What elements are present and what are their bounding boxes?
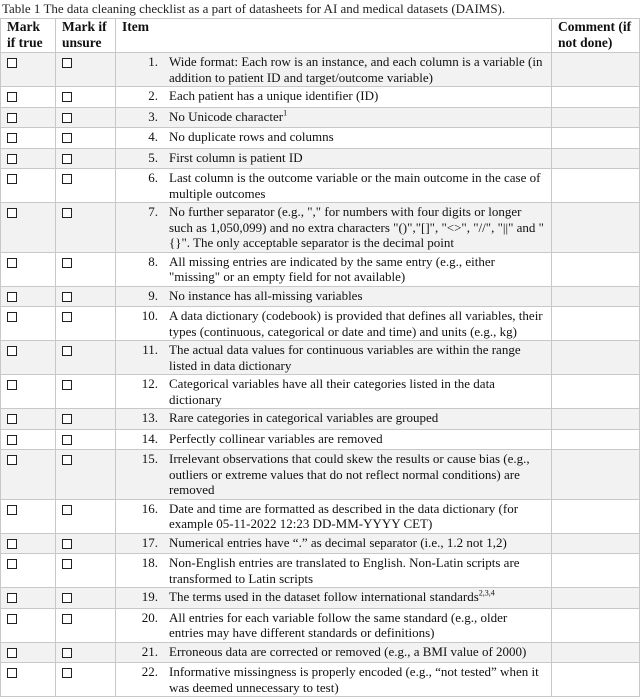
comment-cell[interactable] [552,409,640,430]
mark-unsure-checkbox[interactable] [62,648,72,658]
mark-true-checkbox[interactable] [7,312,17,322]
comment-cell[interactable] [552,341,640,375]
item-cell [116,203,552,253]
table-row [1,450,640,500]
mark-true-checkbox[interactable] [7,505,17,515]
comment-cell[interactable] [552,203,640,253]
comment-cell[interactable] [552,148,640,169]
mark-true-cell [1,169,56,203]
mark-unsure-checkbox[interactable] [62,614,72,624]
table-row [1,53,640,87]
item-text-body: Date and time are formatted as described in the data dictionary (for example 05-11-2022 12:23 DD-MM-YYYY CET) [169,500,519,531]
item-cell [116,429,552,450]
item-text-body: No Unicode character [169,108,284,124]
item-cell [116,588,552,609]
item-text [169,555,545,586]
item-text [169,431,383,447]
item-text [169,376,545,407]
item-number: 3. [148,108,158,124]
mark-unsure-checkbox[interactable] [62,292,72,302]
mark-unsure-checkbox[interactable] [62,593,72,603]
header-comment: Comment (if not done) [552,19,640,53]
item-cell [116,169,552,203]
mark-true-checkbox[interactable] [7,174,17,184]
mark-unsure-checkbox[interactable] [62,154,72,164]
mark-true-cell [1,128,56,149]
mark-unsure-cell [56,429,116,450]
mark-true-cell [1,203,56,253]
comment-cell[interactable] [552,429,640,450]
item-text [169,610,545,641]
mark-unsure-cell [56,499,116,533]
mark-unsure-checkbox[interactable] [62,559,72,569]
mark-true-cell [1,499,56,533]
mark-true-cell [1,642,56,663]
item-text-body: Rare categories in categorical variables are grouped [169,410,439,425]
table-caption: Table 1 The data cleaning checklist as a part of datasheets for AI and medical datasets (DAIMS). [2,1,506,16]
item-number: 15. [141,451,158,466]
table-row [1,409,640,430]
table-row [1,533,640,554]
mark-true-checkbox[interactable] [7,113,17,123]
comment-cell[interactable] [552,375,640,409]
item-text-body: Numerical entries have “.” as decimal separator (i.e., 1.2 not 1,2) [169,534,507,550]
comment-cell[interactable] [552,499,640,533]
item-text-body: All entries for each variable follow the same standard (e.g., older entries may have different standards or definitions) [169,609,508,640]
table-row [1,203,640,253]
comment-cell[interactable] [552,533,640,554]
item-text-body: First column is patient ID [169,149,303,165]
item-text [169,150,303,166]
mark-unsure-checkbox[interactable] [62,346,72,356]
mark-true-checkbox[interactable] [7,380,17,390]
mark-unsure-checkbox[interactable] [62,505,72,515]
item-number: 8. [148,253,158,269]
mark-unsure-checkbox[interactable] [62,92,72,102]
item-text [169,288,363,304]
mark-unsure-checkbox[interactable] [62,312,72,322]
mark-true-checkbox[interactable] [7,435,17,445]
mark-true-checkbox[interactable] [7,58,17,68]
item-cell [116,148,552,169]
mark-true-cell [1,307,56,341]
mark-true-checkbox[interactable] [7,593,17,603]
item-number: 16. [141,500,158,516]
item-number: 19. [141,589,158,604]
comment-cell[interactable] [552,286,640,307]
mark-true-cell [1,409,56,430]
header-mark-true: Mark if true [1,19,56,53]
mark-unsure-checkbox[interactable] [62,455,72,465]
comment-cell[interactable] [552,663,640,697]
item-text-body: Irrelevant observations that could skew the results or cause bias (e.g., outliers or extreme values that do not reflect normal conditions) are removed [169,451,530,497]
comment-cell[interactable] [552,107,640,128]
table-row [1,642,640,663]
comment-cell[interactable] [552,588,640,609]
comment-cell[interactable] [552,450,640,500]
mark-true-cell [1,286,56,307]
item-cell [116,128,552,149]
item-text-body: Each patient has a unique identifier (ID) [169,88,379,103]
mark-unsure-checkbox[interactable] [62,58,72,68]
mark-unsure-checkbox[interactable] [62,668,72,678]
table-row [1,252,640,286]
item-cell [116,286,552,307]
item-number: 12. [141,376,158,391]
item-text-body: The terms used in the dataset follow international standards [169,589,479,604]
item-text [169,109,287,125]
comment-cell[interactable] [552,128,640,149]
item-text-body: All missing entries are indicated by the same entry (e.g., either "missing" or an empty field for not available) [169,253,495,284]
item-cell [116,409,552,430]
table-row [1,87,640,108]
mark-unsure-cell [56,663,116,697]
mark-true-cell [1,148,56,169]
mark-unsure-cell [56,642,116,663]
item-cell [116,554,552,588]
item-cell [116,663,552,697]
item-text [169,644,526,660]
header-item: Item [116,19,552,53]
item-number: 22. [141,664,158,679]
mark-true-cell [1,375,56,409]
item-cell [116,499,552,533]
item-number: 5. [148,149,158,165]
mark-unsure-cell [56,341,116,375]
mark-unsure-checkbox[interactable] [62,414,72,424]
table-row [1,663,640,697]
table-row [1,588,640,609]
mark-unsure-cell [56,533,116,554]
mark-true-checkbox[interactable] [7,539,17,549]
mark-true-checkbox[interactable] [7,614,17,624]
comment-cell[interactable] [552,307,640,341]
comment-cell[interactable] [552,53,640,87]
mark-true-checkbox[interactable] [7,292,17,302]
mark-true-checkbox[interactable] [7,648,17,658]
mark-unsure-checkbox[interactable] [62,380,72,390]
mark-true-cell [1,588,56,609]
mark-unsure-checkbox[interactable] [62,258,72,268]
item-text-body: No instance has all-missing variables [169,287,363,303]
item-number: 17. [141,534,158,550]
item-cell [116,341,552,375]
table-row [1,375,640,409]
item-cell [116,53,552,87]
item-number: 11. [142,342,158,357]
item-text-body: Informative missingness is properly encoded (e.g., “not tested” when it was deemed unnecessary to test) [169,664,539,695]
mark-true-cell [1,341,56,375]
item-text [169,54,545,85]
item-cell [116,608,552,642]
mark-true-checkbox[interactable] [7,133,17,143]
mark-unsure-cell [56,307,116,341]
mark-true-checkbox[interactable] [7,346,17,356]
mark-unsure-cell [56,286,116,307]
item-text-body: Erroneous data are corrected or removed (e.g., a BMI value of 2000) [169,643,527,659]
table-row [1,286,640,307]
comment-cell[interactable] [552,87,640,108]
item-text-body: A data dictionary (codebook) is provided that defines all variables, their types (continuous, categorical or date and time) and units (e.g., kg) [169,308,543,339]
item-cell [116,642,552,663]
item-number: 1. [148,54,158,69]
mark-unsure-cell [56,128,116,149]
item-text-body: No duplicate rows and columns [169,129,334,144]
mark-unsure-checkbox[interactable] [62,113,72,123]
mark-true-cell [1,663,56,697]
mark-true-checkbox[interactable] [7,208,17,218]
table-row [1,608,640,642]
mark-true-checkbox[interactable] [7,92,17,102]
mark-unsure-cell [56,608,116,642]
mark-unsure-cell [56,203,116,253]
mark-true-cell [1,107,56,128]
table-row [1,499,640,533]
item-text-body: No further separator (e.g., "," for numbers with four digits or longer such as 1,050,099) and no extra characters "()","[]", "<>", "//", "||" and "{}". The only acceptable separator is the decimal point [169,204,544,250]
mark-unsure-checkbox[interactable] [62,539,72,549]
mark-unsure-cell [56,107,116,128]
item-number: 20. [141,609,158,625]
item-number: 14. [141,430,158,446]
item-number: 13. [141,410,158,425]
table-row [1,107,640,128]
item-number: 18. [141,555,158,570]
item-text-body: Perfectly collinear variables are removed [169,430,383,446]
comment-cell[interactable] [552,608,640,642]
item-cell [116,107,552,128]
table-row [1,307,640,341]
mark-true-checkbox[interactable] [7,154,17,164]
comment-cell[interactable] [552,169,640,203]
mark-unsure-checkbox[interactable] [62,435,72,445]
mark-unsure-checkbox[interactable] [62,133,72,143]
item-text [169,535,507,551]
mark-true-cell [1,252,56,286]
table-row [1,554,640,588]
item-text [169,254,545,285]
item-cell [116,252,552,286]
mark-true-checkbox[interactable] [7,414,17,424]
item-cell [116,87,552,108]
item-number: 4. [148,129,158,144]
item-text [169,88,378,104]
item-text-body: Wide format: Each row is an instance, and each column is a variable (in addition to patient ID and target/outcome variable) [169,54,543,85]
item-text-body: Categorical variables have all their categories listed in the data dictionary [169,376,495,407]
item-text [169,204,545,251]
mark-true-cell [1,429,56,450]
item-cell [116,533,552,554]
mark-unsure-cell [56,148,116,169]
comment-cell[interactable] [552,642,640,663]
item-text-body: Last column is the outcome variable or the main outcome in the case of multiple outcomes [169,170,541,201]
table-row [1,341,640,375]
item-cell [116,307,552,341]
mark-true-checkbox[interactable] [7,455,17,465]
header-mark-unsure: Mark if unsure [56,19,116,53]
mark-true-cell [1,53,56,87]
item-text [169,129,334,145]
item-number: 21. [141,643,158,659]
item-text [169,451,545,498]
mark-true-cell [1,450,56,500]
mark-unsure-cell [56,554,116,588]
table-row [1,429,640,450]
item-text [169,589,495,605]
mark-true-cell [1,554,56,588]
item-cell [116,450,552,500]
mark-unsure-cell [56,409,116,430]
mark-unsure-cell [56,169,116,203]
mark-unsure-cell [56,252,116,286]
item-text [169,170,545,201]
item-cell [116,375,552,409]
mark-true-cell [1,608,56,642]
mark-true-checkbox[interactable] [7,668,17,678]
mark-true-checkbox[interactable] [7,258,17,268]
item-text-body: Non-English entries are translated to English. Non-Latin scripts are transformed to Latin scripts [169,555,520,586]
footnote-ref: 1 [283,108,288,118]
item-number: 2. [148,88,158,103]
table-row [1,148,640,169]
comment-cell[interactable] [552,252,640,286]
item-text [169,342,545,373]
item-text-body: The actual data values for continuous variables are within the range listed in data dictionary [169,342,521,373]
mark-unsure-cell [56,450,116,500]
item-number: 9. [148,287,158,303]
item-text [169,501,545,532]
table-row [1,169,640,203]
mark-unsure-checkbox[interactable] [62,208,72,218]
item-text [169,664,545,695]
mark-true-checkbox[interactable] [7,559,17,569]
item-number: 7. [148,204,158,219]
item-number: 10. [141,308,158,323]
item-text [169,308,545,339]
mark-true-cell [1,533,56,554]
checklist-table [0,18,640,697]
footnote-ref: 2,3,4 [478,588,495,598]
mark-unsure-cell [56,375,116,409]
comment-cell[interactable] [552,554,640,588]
mark-unsure-cell [56,87,116,108]
mark-true-cell [1,87,56,108]
mark-unsure-checkbox[interactable] [62,174,72,184]
mark-unsure-cell [56,53,116,87]
item-text [169,410,438,426]
table-row [1,128,640,149]
mark-unsure-cell [56,588,116,609]
item-number: 6. [148,170,158,185]
